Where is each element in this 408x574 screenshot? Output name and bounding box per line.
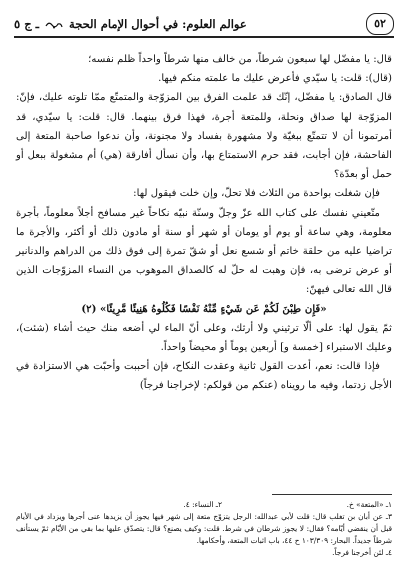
footnotes [16,499,392,559]
footnote-row-1 [16,499,392,511]
footnote-4: ٤ـ لئن أخرجنا فرجاً. [332,548,392,557]
main-text [16,50,392,396]
paragraph-2: (قال): قلت: يا سيّدي فأعرض عليك ما علمته منكم فيها. [158,73,392,85]
calligraphy-seal-icon [45,20,63,30]
running-head [14,17,247,31]
page-header [14,14,394,38]
quran-verse [16,300,392,319]
running-head-volume: ـ ج ٥ [14,17,39,31]
paragraph-6: ثمّ يقول لها: على ألّا ترثيني ولا أرثك، وعلى أنّ الماء لي أضعه منك حيث أشاء (شئت)، وعليك الاستبراء [خمسة و] أربعين يوماً أو محيضاً واحداً. [16,322,392,354]
footnote-1: ١ـ «المتعة» خ. [346,500,392,509]
paragraph-7: فإذا قالت: نعم، أعدت القول ثانية وعقدت النكاح، فإن أحببت وأحبّت هي الاستزادة في الأجل زدتما، وفيه ما رويناه (عنكم من قولكم: لإخراجنا فرجاً) [16,361,392,392]
verse-text: «فَإِن طِبْنَ لَكُمْ عَن شَيْءٍ مِّنْهُ نَفْسًا فَكُلُوهُ هَنِيئًا مَّرِيئًا» [100,302,327,315]
paragraph-5: متّعيني نفسك على كتاب الله عزّ وجلّ وسنّة نبيّه نكاحاً غير مسافح أجلاً معلوماً، بأجرة معلومة، وهي ساعة أو يوم أو يومان أو شهر أو سنة أو مادون ذلك أو أكثر، والأجرة ما تراضيا عليه من حلقة خاتم أو شسع نعل أو شقّ تمرة إلى فوق ذلك من الدراهم والدنانير أو عرض ترضى به، فإن وهبت له حلّ له كالصداق الموهوب من النساء المزوّجات الذين قال الله تعالى فيهنّ: [16,207,392,296]
footnote-divider [272,494,392,495]
footnote-3: ٣ـ عن أبان بن تغلب قال: قلت لأبي عبدالله: الرجل يتزوّج متعة إلى شهر فيها يجوز أن يزيدها عنى أجرها ويزداد في الأيام قبل أن ينقضي أيّامه؟ فقال: لا يجوز شرطان في شرط. قلت: وكيف يصنع؟ قال: يتصدّق عليها بما بقي من الأيّام ثمّ يستأنف شرطاً جديداً. البحار: ١٠٣/٣٠٩ ح ٤٤، باب اثبات المتعة، وأحكامها. [16,512,392,545]
footnote-2: ٢ـ النساء: ٤. [183,500,222,509]
running-head-title: عوالم العلوم: في أحوال الإمام الحجة [69,17,247,31]
paragraph-4: فإن شغلت بواحدة من الثلاث فلا تحلّ، وإن خلت فيقول لها: [133,188,380,200]
verse-footnote-ref: (٢) [81,302,97,315]
page-number: ٥٢ [366,13,394,35]
paragraph-1: قال: يا مفضّل لها سبعون شرطاً، من خالف منها شرطاً واحداً ظلم نفسه؛ [88,54,392,65]
paragraph-3: قال الصادق: يا مفضّل، إنّك قد علمت الفرق بين المزوّجة والمتمتّع ممّا تلوته عليك، فإنّ: المزوّجة لها صداق ونحلة، وللمتعة أجرة، فهذا فرق بينهما. قال: قلت: يا سيّدي، قد أمرتمونا أن لا تتمتّع ببغيّة ولا مشهورة بفساد ولا مجنونة، وأن ندعوا صاحبة المتعة إلى الفاحشة، فإن أجابت، فقد حرم الاستمتاع بها، وأن نسأل أفارقة (هي) أم مشغولة ببعل أو حمل أو بعدّة؟ [16,92,392,181]
